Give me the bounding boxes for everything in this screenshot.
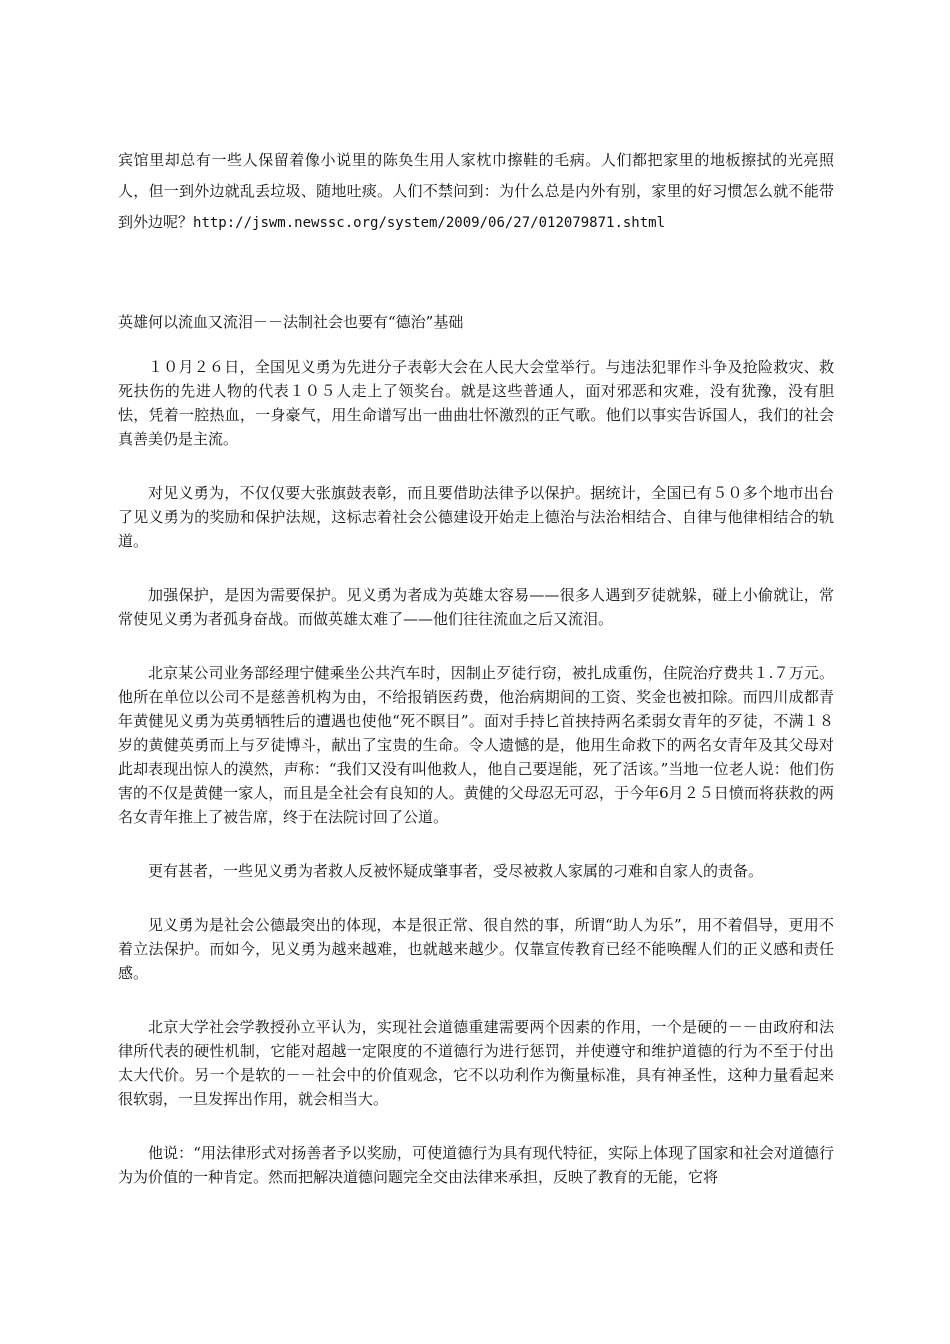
paragraph-1: １０月２６日，全国见义勇为先进分子表彰大会在人民大会堂举行。与违法犯罪作斗争及抢险救灾、救死扶伤的先进人物的代表１０５人走上了领奖台。就是这些普通人，面对邪恶和灾难，没有犹豫，没有胆怯，凭着一腔热血，一身豪气，用生命谱写出一曲曲壮怀激烈的正气歌。他们以事实告诉国人，我们的社会真善美仍是主流。 [118,358,834,448]
paragraph-2: 对见义勇为，不仅仅要大张旗鼓表彰，而且要借助法律予以保护。据统计，全国已有５０多个地市出台了见义勇为的奖励和保护法规，这标志着社会公德建设开始走上德治与法治相结合、自律与他律相结合的轨道。 [118,484,834,550]
intro-paragraph [118,145,834,239]
paragraph-7: 北京大学社会学教授孙立平认为，实现社会道德重建需要两个因素的作用，一个是硬的－－由政府和法律所代表的硬性机制，它能对超越一定限度的不道德行为进行惩罚，并使遵守和维护道德的行为不至于付出太大代价。另一个是软的－－社会中的价值观念，它不以功利作为衡量标准，具有神圣性，这种力量看起来很软弱，一旦发挥出作用，就会相当大。 [118,1018,834,1108]
intro-text: 宾馆里却总有一些人保留着像小说里的陈奂生用人家枕巾擦鞋的毛病。人们都把家里的地板擦拭的光亮照人，但一到外边就乱丢垃圾、随地吐痰。人们不禁问到：为什么总是内外有别，家里的好习惯怎么就不能带到外边呢？ [118,151,834,231]
article-body [118,355,834,1219]
source-url: http://jswm.newssc.org/system/2009/06/27/012079871.shtml [193,215,666,231]
paragraph-3: 加强保护，是因为需要保护。见义勇为者成为英雄太容易——很多人遇到歹徒就躲，碰上小偷就让，常常使见义勇为者孤身奋战。而做英雄太难了——他们往往流血之后又流泪。 [118,586,834,628]
paragraph-5: 更有甚者，一些见义勇为者救人反被怀疑成肇事者，受尽被救人家属的刁难和自家人的责备。 [148,862,764,880]
paragraph-4: 北京某公司业务部经理宁健乘坐公共汽车时，因制止歹徒行窃，被扎成重伤，住院治疗费共１.７万元。他所在单位以公司不是慈善机构为由，不给报销医药费，他治病期间的工资、奖金也被扣除。而四川成都青年黄健见义勇为英勇牺牲后的遭遇也使他“死不瞑目”。面对手持匕首挟持两名柔弱女青年的歹徒，不满１８岁的黄健英勇而上与歹徒博斗，献出了宝贵的生命。令人遗憾的是，他用生命救下的两名女青年及其父母对此却表现出惊人的漠然，声称：“我们又没有叫他救人，他自己要逞能，死了活该。”当地一位老人说：他们伤害的不仅是黄健一家人，而且是全社会有良知的人。黄健的父母忍无可忍，于今年6月２５日愤而将获救的两名女青年推上了被告席，终于在法院讨回了公道。 [118,664,834,826]
paragraph-8: 他说：“用法律形式对扬善者予以奖励，可使道德行为具有现代特征，实际上体现了国家和社会对道德行为为价值的一种肯定。然而把解决道德问题完全交由法律来承担，反映了教育的无能，它将 [118,1144,834,1186]
article-title: 英雄何以流血又流泪－－法制社会也要有“德治”基础 [118,313,464,331]
paragraph-6: 见义勇为是社会公德最突出的体现，本是很正常、很自然的事，所谓“助人为乐”，用不着倡导，更用不着立法保护。而如今，见义勇为越来越难，也就越来越少。仅靠宣传教育已经不能唤醒人们的正义感和责任感。 [118,916,834,982]
